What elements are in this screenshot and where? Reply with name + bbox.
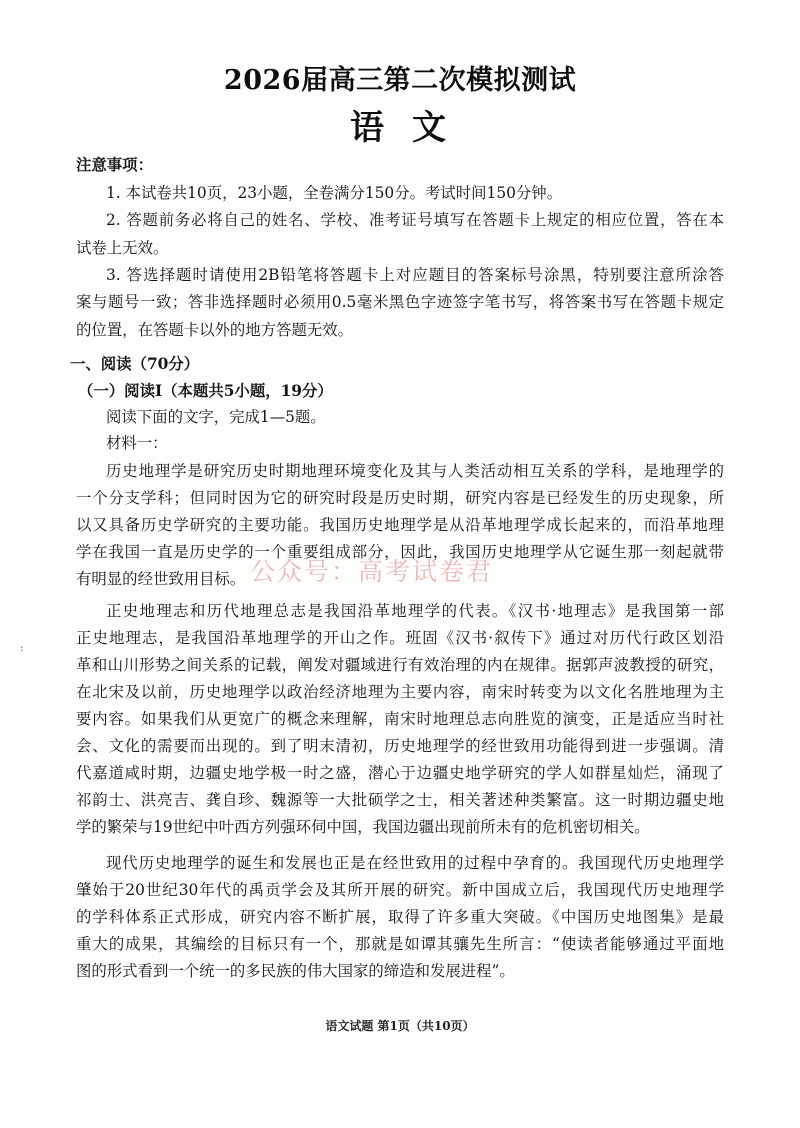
passage-p3-line-5: 图的形式看到一个统一的多民族的伟大国家的缔造和发展进程”。 xyxy=(76,962,515,980)
passage-p2-line-2: 正史地理志，是我国沿革地理学的开山之作。班固《汉书·叙传下》通过对历代行政区划沿 xyxy=(76,629,724,647)
watermark: 公众号：高考试卷君 xyxy=(250,557,494,586)
passage-p1-line-2: 一个分支学科；但同时因为它的研究时段是历史时期，研究内容是已经发生的历史现象，所 xyxy=(76,489,724,507)
page-footer: 语文试题 第1页（共10页） xyxy=(325,1019,475,1033)
instruction: 阅读下面的文字，完成1—5题。 xyxy=(106,408,326,426)
passage-p2-line-9: 学的繁荣与19世纪中叶西方列强环伺中国，我国边疆出现前所未有的危机密切相关。 xyxy=(76,818,650,836)
passage-p2-line-3: 革和山川形势之间关系的记载，阐发对疆域进行有效治理的内在规律。据郭声波教授的研究， xyxy=(76,656,724,674)
passage-p2-line-8: 祁韵士、洪亮吉、龚自珍、魏源等一大批硕学之士，相关著述种类繁富。这一时期边疆史地 xyxy=(76,791,724,809)
passage-p3-line-1: 现代历史地理学的诞生和发展也正是在经世致用的过程中孕育的。我国现代历史地理学 xyxy=(106,854,724,872)
passage-p3-line-4: 重大的成果，其编绘的目标只有一个，那就是如谭其骧先生所言：“使读者能够通过平面地 xyxy=(76,935,724,953)
passage-p2-line-4: 在北宋及以前，历史地理学以政治经济地理为主要内容，南宋时转变为以文化名胜地理为主 xyxy=(76,683,724,701)
material-label: 材料一： xyxy=(106,434,168,452)
passage-p2-line-6: 会、文化的需要而出现的。到了明末清初，历史地理学的经世致用功能得到进一步强调。清 xyxy=(76,737,724,755)
notice-item-3-line-1: 3. 答选择题时请使用2B铅笔将答题卡上对应题目的答案标号涂黑，特别要注意所涂答 xyxy=(106,266,724,284)
passage-p1-line-1: 历史地理学是研究历史时期地理环境变化及其与人类活动相互关系的学科，是地理学的 xyxy=(106,462,724,480)
passage-p2-line-7: 代嘉道咸时期，边疆史地学极一时之盛，潜心于边疆史地学研究的学人如群星灿烂，涌现了 xyxy=(76,764,724,782)
passage-p1-line-4: 学在我国一直是历史学的一个重要组成部分，因此，我国历史地理学从它诞生那一刻起就带 xyxy=(76,543,724,561)
passage-p2-line-1: 正史地理志和历代地理总志是我国沿革地理学的代表。《汉书·地理志》是我国第一部 xyxy=(106,602,724,620)
passage-p2-line-5: 要内容。如果我们从更宽广的概念来理解，南宋时地理总志向胜览的演变，正是适应当时社 xyxy=(76,710,724,728)
section-heading: 一、阅读（70分） xyxy=(70,355,200,373)
notice-item-3-line-2: 案与题号一致；答非选择题时必须用0.5毫米黑色字迹签字笔书写，将答案书写在答题卡规定 xyxy=(76,293,724,311)
passage-p1-line-3: 以又具备历史学研究的主要功能。我国历史地理学是从沿革地理学成长起来的，而沿革地理 xyxy=(76,516,724,534)
passage-p3-line-2: 肇始于20世纪30年代的禹贡学会及其所开展的研究。新中国成立后，我国现代历史地理学 xyxy=(76,881,724,899)
notice-heading: 注意事项： xyxy=(76,156,153,174)
exam-title: 2026届高三第二次模拟测试 xyxy=(223,65,577,96)
passage-p1-line-5: 有明显的经世致用目标。 xyxy=(76,570,246,588)
section-subheading: （一）阅读Ⅰ（本题共5小题，19分） xyxy=(78,382,333,400)
notice-item-2-line-1: 2. 答题前务必将自己的姓名、学校、准考证号填写在答题卡上规定的相应位置，答在本 xyxy=(106,211,724,229)
passage-p3-line-3: 的学科体系正式形成，研究内容不断扩展，取得了许多重大突破。《中国历史地图集》是最 xyxy=(76,908,724,926)
margin-mark: : xyxy=(20,643,24,654)
notice-item-2-line-2: 试卷上无效。 xyxy=(76,239,169,257)
notice-item-3-line-3: 的位置，在答题卡以外的地方答题无效。 xyxy=(76,321,354,339)
subject-title: 语文 xyxy=(350,108,474,148)
notice-item-1-line-1: 1. 本试卷共10页，23小题，全卷满分150分。考试时间150分钟。 xyxy=(106,184,563,202)
